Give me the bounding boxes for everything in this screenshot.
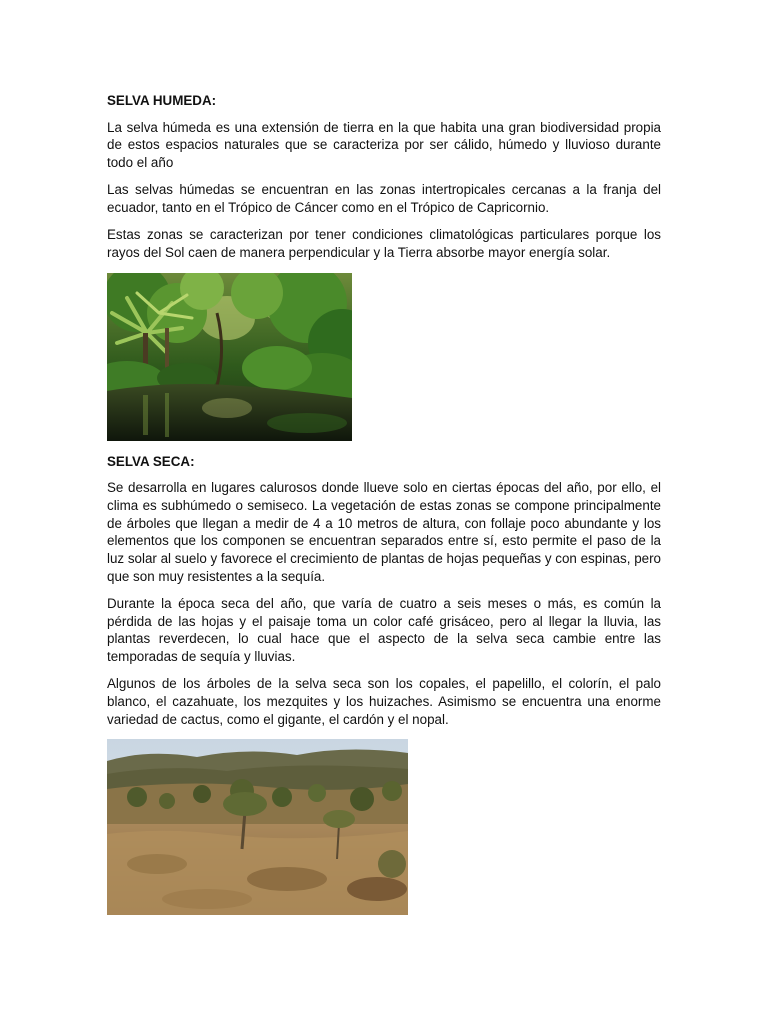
paragraph: Se desarrolla en lugares calurosos donde llueve solo en ciertas épocas del año, por ello, el clima es subhúmedo o semiseco. La vegetación de estas zonas se compone principalmente de árboles que llegan a medir de 4 a 10 metros de altura, con follaje poco abundante y los elementos que los componen se encuentran separados entre sí, esto permite el paso de la luz solar al suelo y favorece el crecimiento de plantas de hojas pequeñas y con espinas, pero que son muy resistentes a la sequía.: [107, 480, 661, 584]
paragraph: Las selvas húmedas se encuentran en las zonas intertropicales cercanas a la franja del ecuador, tanto en el Trópico de Cáncer como en el Trópico de Capricornio.: [107, 182, 661, 215]
document-page: [107, 92, 661, 915]
rainforest-river-photo: [107, 273, 352, 441]
dry-forest-landscape-photo: [107, 739, 408, 915]
section-heading-selva-humeda: SELVA HUMEDA:: [107, 93, 217, 108]
section-heading-selva-seca: SELVA SECA:: [107, 453, 195, 469]
paragraph: Algunos de los árboles de la selva seca son los copales, el papelillo, el colorín, el palo blanco, el cazahuate, los mezquites y los huizaches. Asimismo se encuentra una enorme variedad de cactus, como el gigante, el cardón y el nopal.: [107, 676, 661, 727]
paragraph: La selva húmeda es una extensión de tierra en la que habita una gran biodiversidad propia de estos espacios naturales que se caracteriza por ser cálido, húmedo y lluvioso durante todo el año: [107, 119, 661, 170]
paragraph: Estas zonas se caracterizan por tener condiciones climatológicas particulares porque los rayos del Sol caen de manera perpendicular y la Tierra absorbe mayor energía solar.: [107, 227, 661, 260]
paragraph: Durante la época seca del año, que varía de cuatro a seis meses o más, es común la pérdida de las hojas y el paisaje toma un color café grisáceo, pero al llegar la lluvia, las plantas reverdecen, lo cual hace que el aspecto de la selva seca cambie entre las temporadas de sequía y lluvias.: [107, 595, 661, 664]
